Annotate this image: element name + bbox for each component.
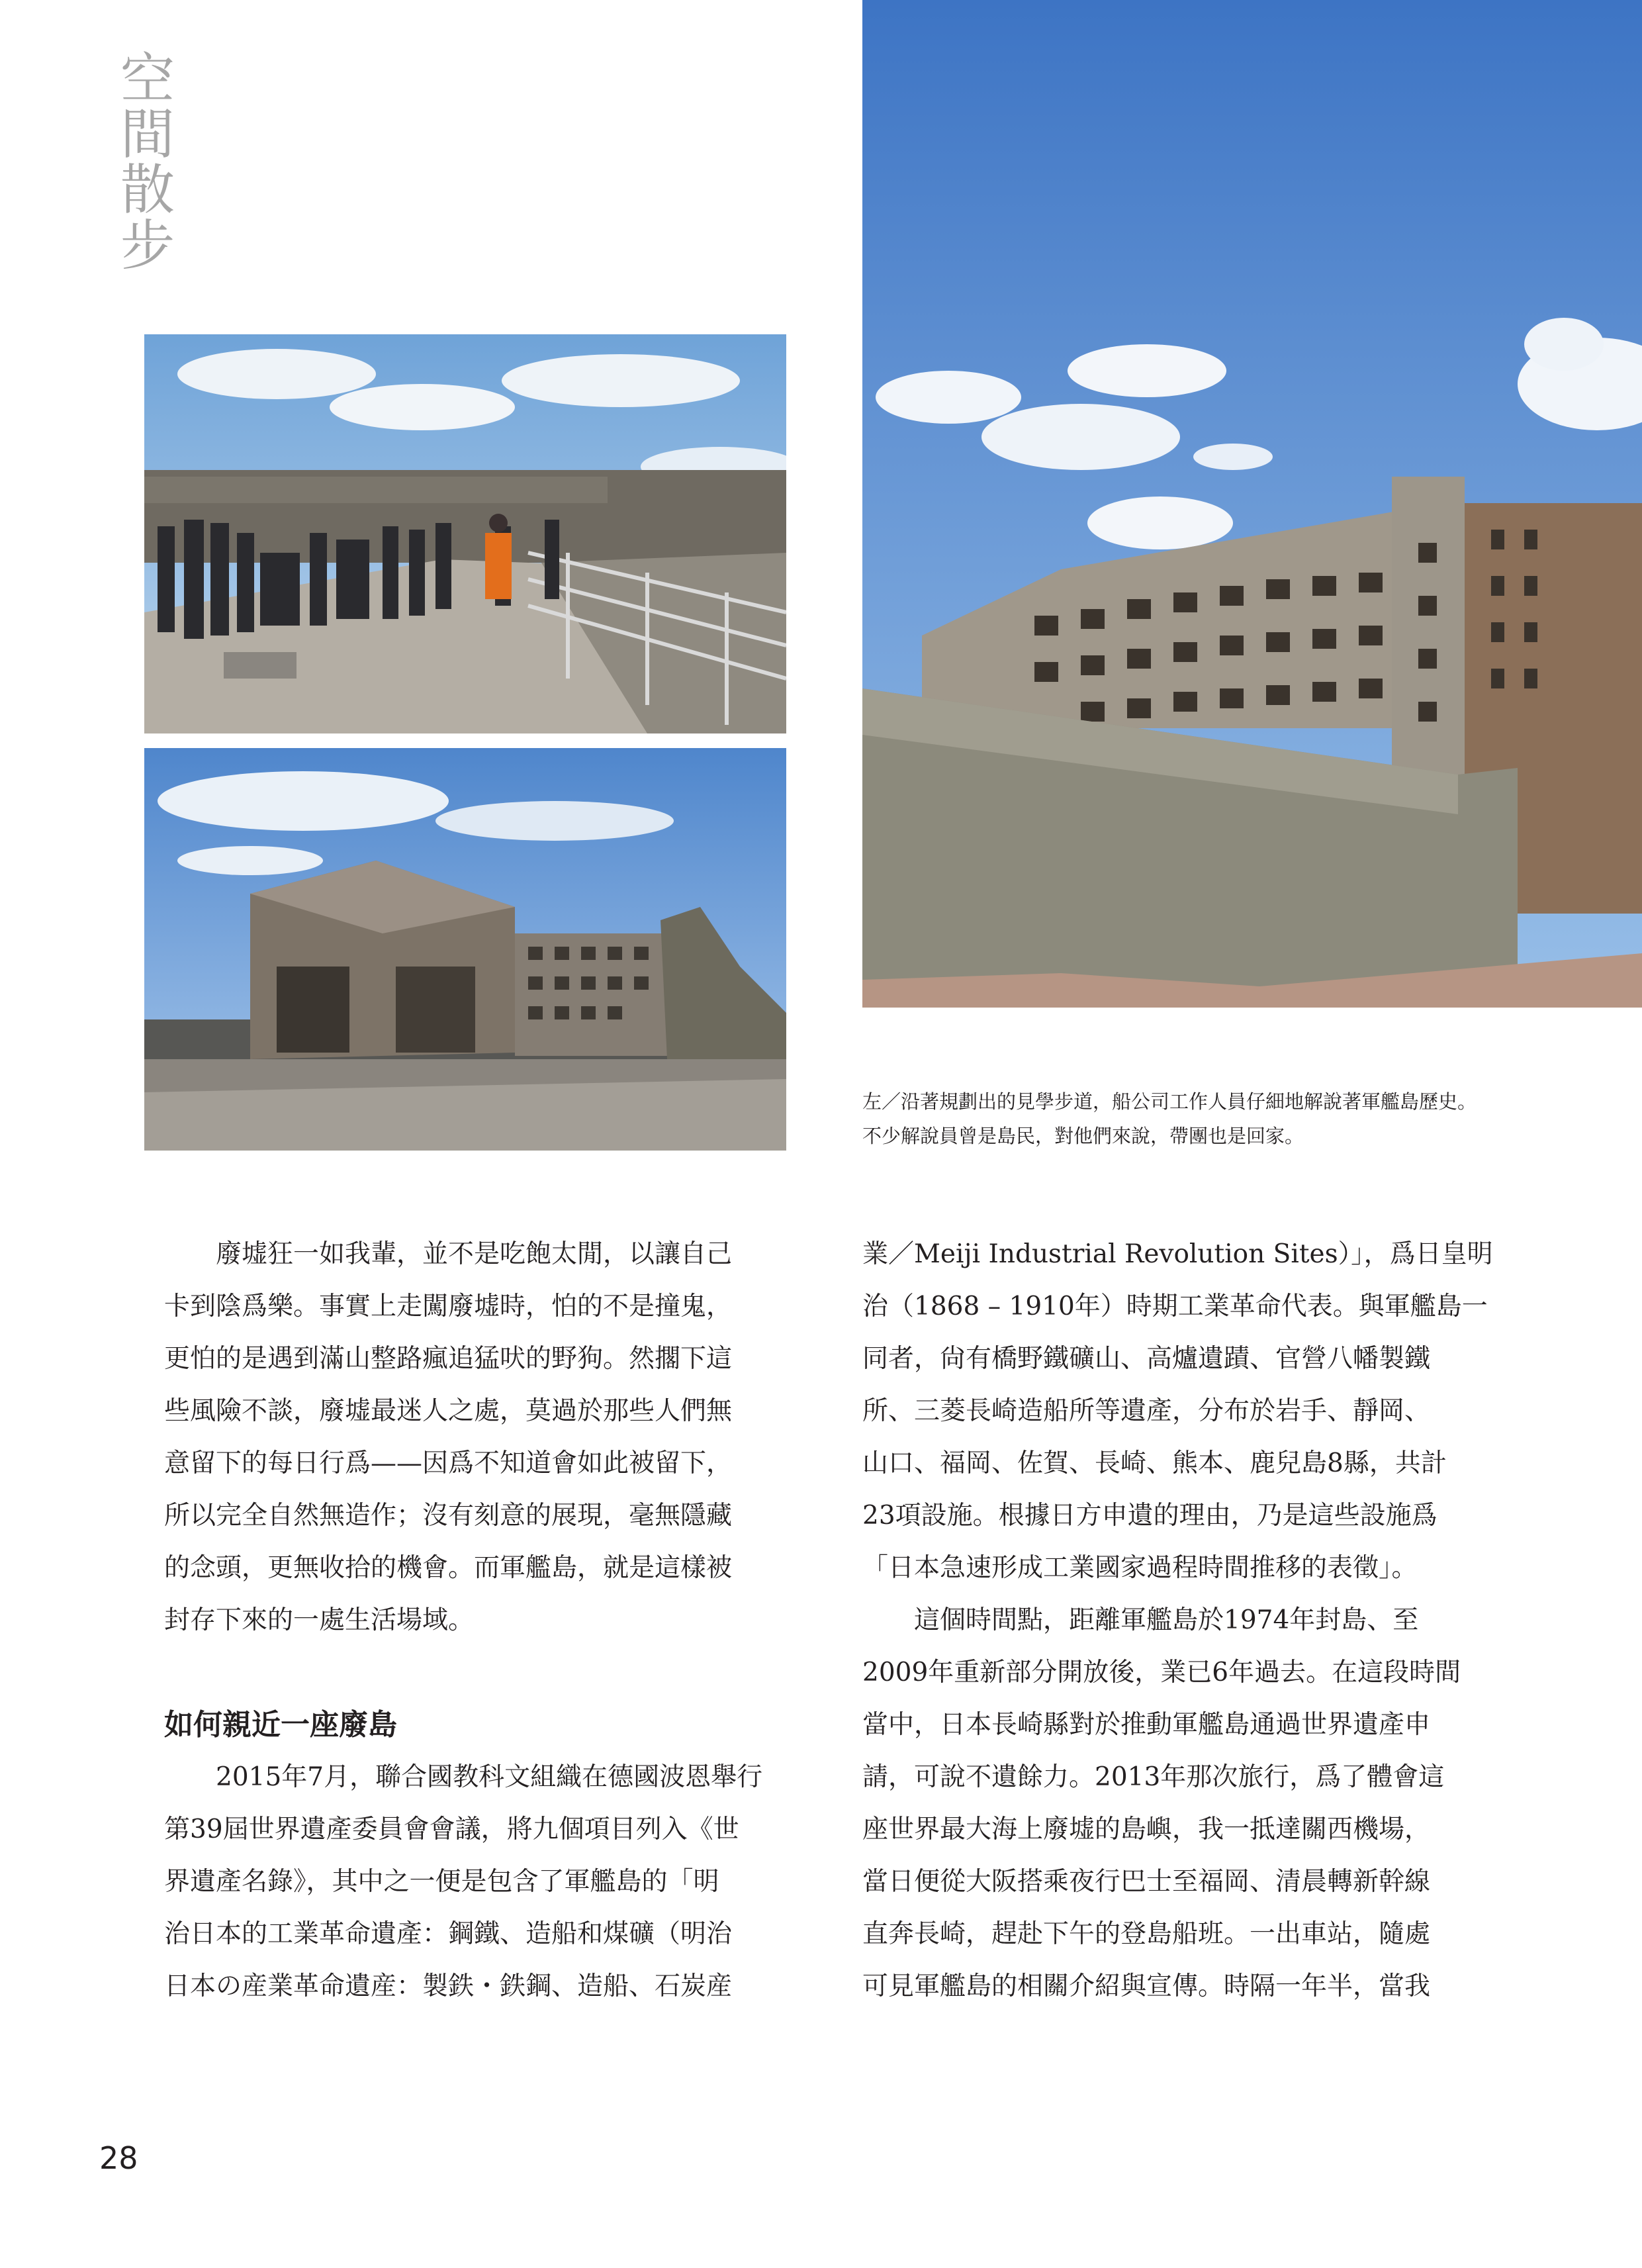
- text-line: 當日便從大阪搭乘夜行巴士至福岡、清晨轉新幹線: [862, 1867, 1431, 1897]
- photo-caption: [862, 1084, 1590, 1153]
- text-line: 請，可說不遺餘力。2013年那次旅行，爲了體會這: [862, 1762, 1445, 1792]
- photo-tour-group: [144, 334, 786, 733]
- text-line: 23項設施。根據日方申遺的理由，乃是這些設施爲: [862, 1501, 1437, 1531]
- text-line: 2009年重新部分開放後，業已6年過去。在這段時間: [862, 1658, 1461, 1687]
- text-line: 界遺產名錄》，其中之一便是包含了軍艦島的「明: [164, 1867, 719, 1897]
- text-line: 這個時間點，距離軍艦島於1974年封島、至: [862, 1605, 1419, 1635]
- text-line: 意留下的每日行爲——因爲不知道會如此被留下，: [164, 1448, 733, 1478]
- text-line: 所以完全自然無造作；沒有刻意的展現，毫無隱藏: [164, 1501, 733, 1531]
- section-label: [120, 48, 226, 277]
- text-line: 直奔長崎，趕赴下午的登島船班。一出車站，隨處: [862, 1919, 1431, 1949]
- text-line: 封存下來的一處生活場域。: [164, 1605, 475, 1635]
- paragraph-gap: [164, 1646, 793, 1699]
- text-line: 「日本急速形成工業國家過程時間推移的表徵」。: [862, 1553, 1418, 1583]
- text-line: 的念頭，更無收拾的機會。而軍艦島，就是這樣被: [164, 1553, 733, 1583]
- text-line: 可見軍艦島的相關介紹與宣傳。時隔一年半，當我: [862, 1971, 1431, 2001]
- text-line: 些風險不談，廢墟最迷人之處，莫過於那些人們無: [164, 1396, 733, 1426]
- text-line: 所、三菱長崎造船所等遺產，分布於岩手、靜岡、: [862, 1396, 1431, 1426]
- text-line: 治日本的工業革命遺產：鋼鐵、造船和煤礦（明治: [164, 1919, 733, 1949]
- text-line: 同者，尙有橋野鐵礦山、高爐遺蹟、官營八幡製鐵: [862, 1344, 1431, 1374]
- text-line: 當中，日本長崎縣對於推動軍艦島通過世界遺產申: [862, 1710, 1431, 1740]
- text-line: 業／Meiji Industrial Revolution Sites）」，爲日皇明: [862, 1239, 1493, 1269]
- article-right-column: [862, 1228, 1491, 2012]
- page-number: 28: [99, 2140, 138, 2176]
- text-line: 卡到陰爲樂。事實上走闖廢墟時，怕的不是撞鬼，: [164, 1292, 733, 1321]
- section-heading: 如何親近一座廢島: [164, 1708, 397, 1742]
- text-line: 山口、福岡、佐賀、長崎、熊本、鹿兒島8縣，共計: [862, 1448, 1447, 1478]
- photo-apartment-block: [862, 0, 1642, 1008]
- section-label-line-2: 散步: [120, 159, 177, 277]
- photo-ruined-building: [144, 748, 786, 1151]
- text-line: 日本の産業革命遺産：製鉄・鉄鋼、造船、石炭産: [164, 1971, 733, 2001]
- caption-line-2: 不少解說員曾是島民，對他們來說，帶團也是回家。: [862, 1125, 1304, 1147]
- text-line: 治（1868 – 1910年）時期工業革命代表。與軍艦島一: [862, 1292, 1488, 1321]
- article-left-column: [164, 1228, 793, 2012]
- section-label-line-1: 空間: [120, 48, 177, 166]
- text-line: 廢墟狂一如我輩，並不是吃飽太閒，以讓自己: [164, 1239, 733, 1269]
- text-line: 更怕的是遇到滿山整路瘋追猛吠的野狗。然擱下這: [164, 1344, 733, 1374]
- text-line: 2015年7月，聯合國教科文組織在德國波恩舉行: [164, 1762, 763, 1792]
- text-line: 第39屆世界遺產委員會會議，將九個項目列入《世: [164, 1815, 739, 1844]
- caption-line-1: 左／沿著規劃出的見學步道，船公司工作人員仔細地解說著軍艦島歷史。: [862, 1090, 1477, 1113]
- text-line: 座世界最大海上廢墟的島嶼，我一抵達關西機場，: [862, 1815, 1431, 1844]
